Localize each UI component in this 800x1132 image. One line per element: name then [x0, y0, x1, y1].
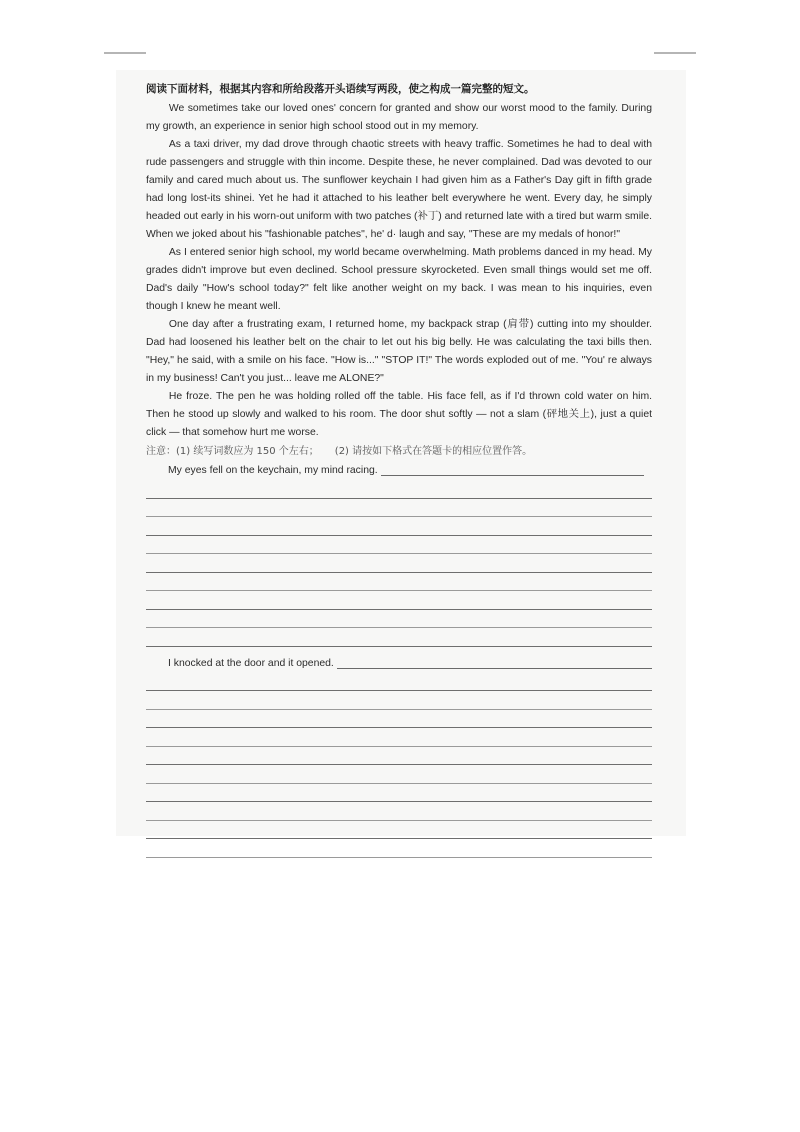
note-item-2: (2) 请按如下格式在答题卡的相应位置作答。: [334, 446, 533, 457]
prompt-2-blank[interactable]: [337, 668, 652, 669]
writing-line[interactable]: [146, 536, 652, 555]
writing-line[interactable]: [146, 610, 652, 629]
writing-line[interactable]: [146, 591, 652, 610]
writing-line[interactable]: [146, 747, 652, 766]
writing-area-2[interactable]: [146, 673, 652, 858]
continuation-prompt-2: [146, 655, 652, 673]
task-instruction: 阅读下面材料，根据其内容和所给段落开头语续写两段，使之构成一篇完整的短文。: [146, 83, 535, 95]
passage-paragraph-5: He froze. The pen he was holding rolled off the table. His face fell, as if I'd thrown cold water on him. Then he stood up slowly and walked to his room. The door shut softly — not a slam (砰地关上), just a quiet click — that somehow hurt me worse.: [146, 391, 652, 438]
corner-mark-left: [104, 52, 146, 54]
passage-paragraph-1: We sometimes take our loved ones' concern for granted and show our worst mood to the family. During my growth, an experience in senior high school stood out in my memory.: [146, 103, 652, 132]
writing-area-1[interactable]: [146, 480, 652, 647]
passage-paragraph-4: One day after a frustrating exam, I returned home, my backpack strap (肩带) cutting into my shoulder. Dad had loosened his leather belt on the chair to let out his big belly. He was calculating the taxi bills then. "Hey," he said, with a smile on his face. "How is..." "STOP IT!" The words exploded out of me. "You' re always in my business! Can't you just... leave me ALONE?": [146, 319, 652, 384]
passage-paragraph-3: As I entered senior high school, my world became overwhelming. Math problems danced in my head. My grades didn't improve but even declined. School pressure skyrocketed. Even small things would set me off. Dad's daily "How's school today?" felt like another weight on my back. I was mean to his inquiries, even though I knew he meant well.: [146, 247, 652, 312]
writing-line[interactable]: [146, 802, 652, 821]
passage-paragraph-2: As a taxi driver, my dad drove through chaotic streets with heavy traffic. Sometimes he had to deal with rude passengers and struggle with thin income. Despite these, he never complained. Dad was devoted to our family and cared much about us. The sunflower keychain I had given him as a Father's Day gift in fifth grade had long lost-its shinei. Yet he had it attached to his leather belt everywhere he went. Every day, he simply headed out early in his worn-out uniform with two patches (补丁) and returned late with a tired but warm smile. When we joked about his "fashionable patches", he' d· laugh and say, "These are my medals of honor!": [146, 139, 652, 240]
writing-line[interactable]: [146, 673, 652, 692]
writing-line[interactable]: [146, 554, 652, 573]
reading-passage: [146, 100, 652, 442]
worksheet: [146, 80, 652, 858]
corner-mark-right: [654, 52, 696, 54]
note-label: 注意：: [146, 446, 176, 457]
writing-line[interactable]: [146, 765, 652, 784]
writing-line[interactable]: [146, 728, 652, 747]
note-item-1: (1) 续写词数应为 150 个左右；: [176, 446, 319, 457]
writing-note: [146, 443, 652, 461]
continuation-prompt-1: [146, 462, 644, 480]
writing-line[interactable]: [146, 517, 652, 536]
writing-line[interactable]: [146, 821, 652, 840]
writing-line[interactable]: [146, 480, 652, 499]
prompt-1-blank[interactable]: [381, 475, 644, 476]
writing-line[interactable]: [146, 784, 652, 803]
prompt-1-text: My eyes fell on the keychain, my mind racing.: [168, 465, 378, 476]
writing-line[interactable]: [146, 573, 652, 592]
writing-line[interactable]: [146, 710, 652, 729]
writing-line[interactable]: [146, 691, 652, 710]
writing-line[interactable]: [146, 628, 652, 647]
prompt-2-text: I knocked at the door and it opened.: [168, 657, 334, 669]
writing-line[interactable]: [146, 839, 652, 858]
writing-line[interactable]: [146, 499, 652, 518]
